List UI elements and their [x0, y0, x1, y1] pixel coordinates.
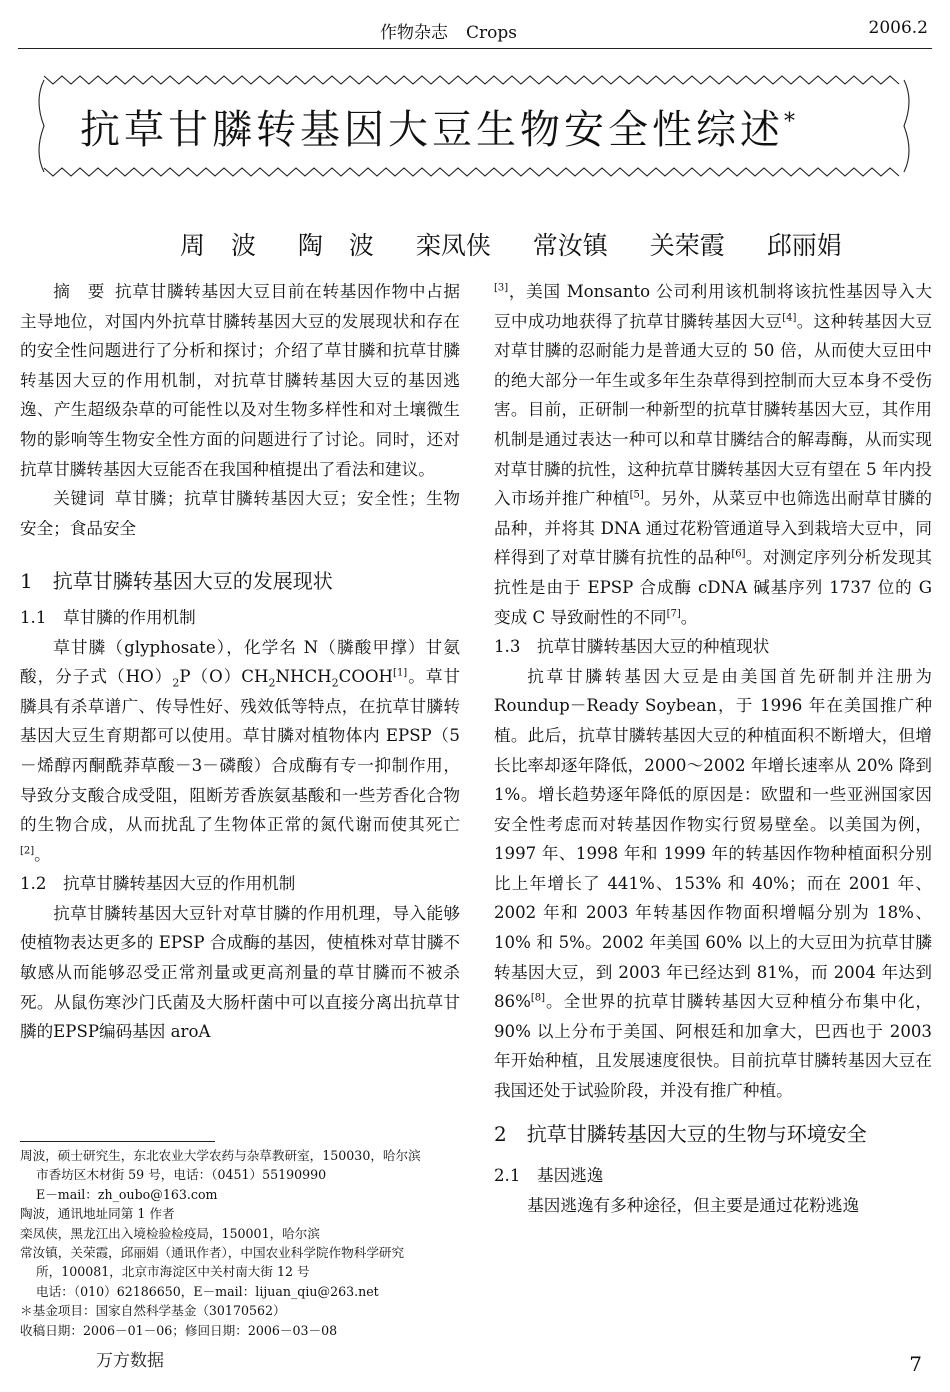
footnote-line: 栾凤侠，黑龙江出入境检验检疫局，150001，哈尔滨	[20, 1225, 320, 1241]
issue-number: 2006.2	[868, 18, 928, 38]
keywords	[20, 484, 460, 543]
subscript: 2	[268, 676, 276, 690]
section-1-1-heading: 1.1 草甘膦的作用机制	[20, 607, 196, 627]
journal-name-cn: 作物杂志	[380, 23, 448, 43]
footnote-line: 常汝镇，关荣霞，邱丽娟（通讯作者），中国农业科学院作物科学研究	[20, 1245, 405, 1261]
text-run: 草甘膦（glyphosate），化学名 N（膦酸甲撑）甘氨酸，分子式（HO）	[20, 637, 460, 687]
text-run: P（O）CH	[179, 667, 269, 687]
author: 常汝镇	[532, 231, 608, 260]
footnote-line: E－mail：zh_oubo@163.com	[36, 1186, 218, 1202]
citation: [1]	[393, 667, 408, 679]
footnote-line: 市香坊区木材街 59 号，电话：（0451）55190990	[36, 1167, 327, 1183]
frame-brace-left	[39, 80, 44, 172]
left-column	[20, 277, 460, 1047]
text-run: COOH	[338, 667, 394, 687]
keywords-text: 草甘膦；抗草甘膦转基因大豆；安全性；生物安全；食品安全	[20, 489, 461, 538]
section-2-heading: 2 抗草甘膦转基因大豆的生物与环境安全	[494, 1121, 867, 1146]
text-run: 。对测定序列分析发现其抗性是由于 EPSP 合成酶 cDNA 碱基序列 1737 位的 G 变成 C 导致耐性的不同	[494, 548, 932, 627]
text-run: 。	[34, 844, 51, 864]
section-1-2-heading: 1.2 抗草甘膦转基因大豆的作用机制	[20, 874, 296, 894]
author-list	[180, 226, 858, 262]
section-2-1-body: 基因逃逸有多种途径，但主要是通过花粉逃逸	[527, 1195, 860, 1215]
text-run: 抗草甘膦转基因大豆是由美国首先研制并注册为 Roundup－Ready Soybean，于 1996 年在美国推广种植。此后，抗草甘膦转基因大豆的种植面积不断增大，但增长比率却逐年降低，2000～2002 年增长速率从 20% 降到 1%。增长趋势逐年降低的原因是：欧盟和一些亚洲国家因安全性考虑而对转基因作物实行贸易壁垒。以美国为例，1997 年、1998 年和 1999 年的转基因作物种植面积分别比上年增长了 441%、153% 和 40%；而在 2001 年、2002 年和 2003 年转基因作物面积增幅分别为 18%、10% 和 5%。2002 年美国 60% 以上的大豆田为抗草甘膦转基因大豆，到 2003 年已经达到 81%，而 2004 年达到 86%	[494, 666, 932, 1012]
author: 周 波	[180, 231, 256, 260]
watermark: 万方数据	[96, 1351, 164, 1371]
text-run: 。另外，从菜豆中也筛选出耐草甘膦的品种，并将其 DNA 通过花粉管通道导入到栽培大豆中，同样得到了对草甘膦有抗性的品种	[494, 489, 932, 568]
citation: [2]	[20, 845, 35, 857]
text-run: 。这种转基因大豆对草甘膦的忍耐能力是普通大豆的 50 倍，从而使大豆田中的绝大部分一年生或多年生杂草得到控制而大豆本身不受伤害。目前，正研制一种新型的抗草甘膦转基因大豆，其作用机制是通过表达一种可以和草甘膦结合的解毒酶，从而实现对草甘膦的抗性，这种抗草甘膦转基因大豆有望在 5 年内投入市场并推广种植	[494, 311, 932, 509]
author: 栾凤侠	[415, 231, 491, 260]
title-text: 抗草甘膦转基因大豆生物安全性综述	[80, 107, 784, 153]
footnote-line: 电话：（010）62186650，E－mail：lijuan_qiu@263.net	[36, 1283, 379, 1299]
abstract-label: 摘 要	[53, 282, 106, 301]
journal-name-en: Crops	[466, 23, 517, 43]
abstract-text: 抗草甘膦转基因大豆目前在转基因作物中占据主导地位，对国内外抗草甘膦转基因大豆的发展现状和存在的安全性问题进行了分析和探讨；介绍了草甘膦和抗草甘膦转基因大豆的作用机制，对抗草甘膦转基因大豆的基因逃逸、产生超级杂草的可能性以及对生物多样性和对土壤微生物的影响等生物安全性方面的问题进行了讨论。同时，还对抗草甘膦转基因大豆能否在我国种植提出了看法和建议。	[20, 282, 461, 479]
section-1-3-heading: 1.3 抗草甘膦转基因大豆的种植现状	[494, 637, 770, 657]
section-1-2-body-start	[20, 899, 460, 1047]
citation: [4]	[782, 312, 797, 324]
text-run: NHCH	[275, 667, 332, 687]
footnotes	[20, 1146, 460, 1340]
subscript: 2	[172, 676, 180, 690]
footnote-line: 陶波，通讯地址同第 1 作者	[20, 1206, 175, 1222]
article-title	[80, 98, 880, 155]
frame-zigzag-top	[44, 76, 899, 84]
citation: [7]	[666, 608, 681, 619]
text-run: 。全世界的抗草甘膦转基因大豆种植分布集中化，90% 以上分布于美国、阿根廷和加拿大，巴西也于 2003 年开始种植，且发展速度很快。目前抗草甘膦转基因大豆在我国还处于试验阶段，并没有推广种植。	[494, 992, 932, 1101]
right-column	[494, 277, 932, 1220]
section-1-2-body-cont	[494, 277, 932, 632]
title-footnote-mark: *	[784, 109, 795, 135]
footnote-line: 收稿日期：2006－01－06；修回日期：2006－03－08	[20, 1322, 338, 1338]
section-2-1-heading: 2.1 基因逃逸	[494, 1166, 604, 1186]
text-run: 。草甘膦具有杀草谱广、传导性好、残效低等特点，在抗草甘膦转基因大豆生育期都可以使用。草甘膦对植物体内 EPSP（5－烯醇丙酮酰莽草酸－3－磷酸）合成酶有专一抑制作用，导致分支酸合成受阻，阻断芳香族氨基酸和一些芳香化合物的生物合成，从而扰乱了生物体正常的氮代谢而使其死亡	[20, 667, 461, 835]
section-1-heading: 1 抗草甘膦转基因大豆的发展现状	[20, 569, 333, 594]
keywords-label: 关键词	[53, 489, 106, 509]
author: 陶 波	[297, 231, 374, 260]
section-1-3-body	[494, 662, 932, 1106]
text-run: ，美国 Monsanto 公司利用该机制将该抗性基因导入大豆中成功地获得了抗草甘膦转基因大豆	[494, 282, 932, 331]
running-header	[380, 18, 535, 43]
footnote-line: 所，100081，北京市海淀区中关村南大街 12 号	[36, 1264, 310, 1280]
footnote-rule	[20, 1141, 215, 1142]
section-1-1-body	[20, 633, 460, 870]
citation: [8]	[530, 992, 546, 1004]
frame-brace-right	[904, 80, 909, 172]
subscript: 2	[331, 676, 339, 690]
citation: [3]	[494, 282, 509, 294]
footnote-line: 周波，硕士研究生，东北农业大学农药与杂草教研室，150030，哈尔滨	[20, 1148, 421, 1163]
header-rule	[18, 48, 932, 49]
text-run: 。	[680, 607, 698, 627]
citation: [5]	[629, 489, 644, 501]
abstract	[20, 277, 460, 484]
author: 关荣霞	[649, 231, 725, 260]
frame-zigzag-bottom	[44, 168, 899, 176]
page-number: 7	[909, 1352, 922, 1376]
citation: [6]	[731, 548, 746, 560]
text-run: 抗草甘膦转基因大豆针对草甘膦的作用机理，导入能够使植物表达更多的 EPSP 合成酶的基因，使植株对草甘膦不敏感从而能够忍受正常剂量或更高剂量的草甘膦而不被杀死。从鼠伤寒沙门氏菌及大肠杆菌中可以直接分离出抗草甘膦的EPSP编码基因 aroA	[20, 903, 460, 1042]
author: 邱丽娟	[766, 231, 842, 260]
footnote-line: ＊基金项目：国家自然科学基金（30170562）	[20, 1303, 286, 1319]
